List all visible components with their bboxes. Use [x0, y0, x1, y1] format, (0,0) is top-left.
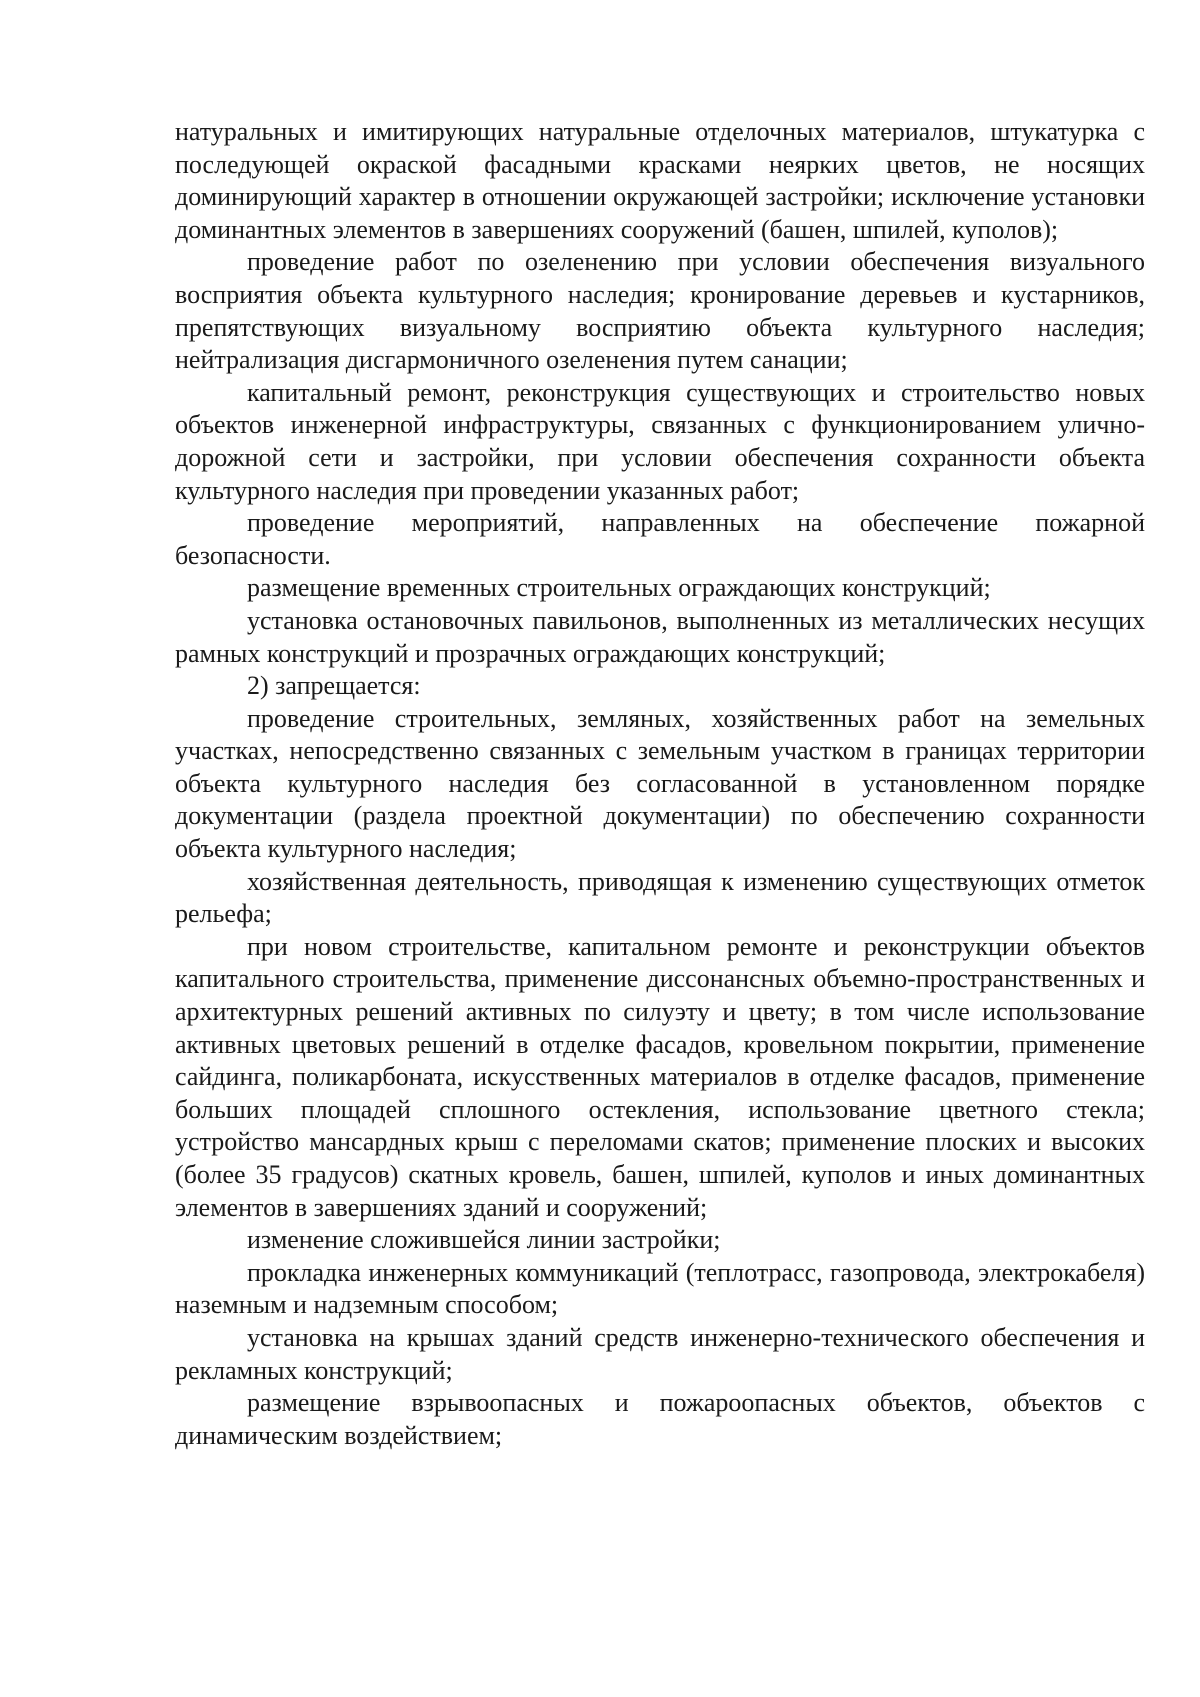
- paragraph: проведение мероприятий, направленных на обеспечение пожарной безопасности.: [175, 508, 1145, 570]
- paragraph: при новом строительстве, капитальном ремонте и реконструкции объектов капитального строительства, применение диссонансных объемно-пространственных и архитектурных решений активных по силуэту и цвету; в том числе использование активных цветовых решений в отделке фасадов, кровельном покрытии, применение сайдинга, поликарбоната, искусственных материалов в отделке фасадов, применение больших площадей сплошного остекления, использование цветного стекла; устройство мансардных крыш с переломами скатов; применение плоских и высоких (более 35 градусов) скатных кровель, башен, шпилей, куполов и иных доминантных элементов в завершениях зданий и сооружений;: [175, 931, 1145, 1222]
- paragraph: проведение строительных, земляных, хозяйственных работ на земельных участках, непосредственно связанных с земельным участком в границах территории объекта культурного наследия без согласованной в установленном порядке документации (раздела проектной документации) по обеспечению сохранности объекта культурного наследия;: [175, 703, 1145, 864]
- paragraph: прокладка инженерных коммуникаций (теплотрасс, газопровода, электрокабеля) наземным и надземным способом;: [175, 1257, 1145, 1320]
- paragraph: размещение взрывоопасных и пожароопасных объектов, объектов с динамическим воздействием;: [175, 1388, 1145, 1450]
- paragraph: капитальный ремонт, реконструкция существующих и строительство новых объектов инженерной инфраструктуры, связанных с функционированием улично-дорожной сети и застройки, при условии обеспечения сохранности объекта культурного наследия при проведении указанных работ;: [175, 377, 1145, 505]
- paragraph: размещение временных строительных ограждающих конструкций;: [247, 573, 991, 603]
- paragraph: натуральных и имитирующих натуральные отделочных материалов, штукатурка с последующей окраской фасадными красками неярких цветов, не носящих доминирующий характер в отношении окружающей застройки; исключение установки доминантных элементов в завершениях сооружений (башен, шпилей, куполов);: [175, 117, 1145, 244]
- paragraph: хозяйственная деятельность, приводящая к изменению существующих отметок рельефа;: [175, 866, 1145, 929]
- paragraph: установка остановочных павильонов, выполненных из металлических несущих рамных конструкций и прозрачных ограждающих конструкций;: [175, 605, 1145, 668]
- document-body: [175, 116, 1145, 1452]
- paragraph: проведение работ по озеленению при условии обеспечения визуального восприятия объекта культурного наследия; кронирование деревьев и кустарников, препятствующих визуальному восприятию объекта культурного наследия; нейтрализация дисгармоничного озеленения путем санации;: [175, 247, 1145, 375]
- paragraph: установка на крышах зданий средств инженерно-технического обеспечения и рекламных конструкций;: [175, 1322, 1145, 1385]
- paragraph: изменение сложившейся линии застройки;: [247, 1225, 721, 1255]
- list-heading: 2) запрещается:: [247, 671, 421, 701]
